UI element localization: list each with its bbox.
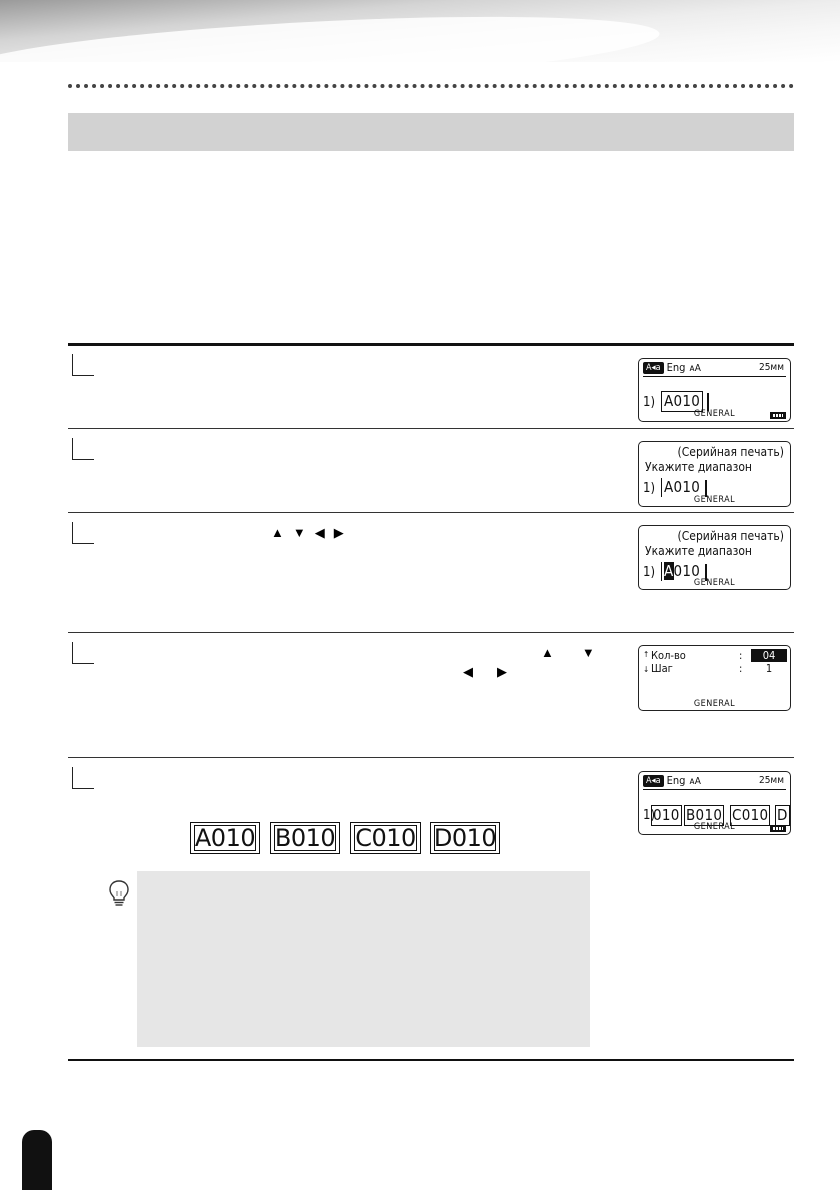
label-sample: A010 [190,822,260,854]
lcd-footer: GENERAL [693,495,736,505]
arrow-keys [271,526,353,540]
line-number-icon: 1) [643,565,656,580]
label-sample: C010 [350,822,421,854]
lcd-screen-step-5 [638,771,791,835]
step-3-marker [72,522,94,544]
lcd-status-bar [643,774,786,790]
right-arrow-icon: ▶ [333,525,344,540]
down-arrow-icon: ▼ [292,525,306,540]
page-header-band [0,0,840,62]
steps-top-rule [68,343,794,346]
setting-value: 04 [751,649,787,662]
label-field: A010 [661,478,702,497]
bottom-rule [68,1059,794,1061]
scroll-down-icon: ↓ [643,665,650,674]
label-cell: 010 [653,806,680,824]
setting-colon: : [739,649,743,662]
text-size-icon: ᴀA [689,363,701,374]
label-cell: B010 [686,806,723,824]
lcd-screen-step-3 [638,525,791,590]
lcd-prompt: Укажите диапазон [645,544,752,558]
dotted-divider [68,84,794,88]
step-divider [68,632,794,633]
input-mode-badge: A◂a [643,362,664,374]
tape-width: 25мм [758,775,784,786]
header-swoosh [0,4,661,62]
language-indicator: Eng [666,774,686,787]
lcd-mode-title: (Серийная печать) [677,529,784,543]
label-sample: B010 [270,822,340,854]
setting-colon: : [739,662,743,675]
setting-label: Кол-во [651,649,686,662]
lcd-footer: GENERAL [693,578,736,588]
right-arrow-icon: ▶ [497,664,507,679]
step-5-marker [72,767,94,789]
lcd-screen-step-2 [638,441,791,507]
lcd-footer: GENERAL [693,409,736,419]
selected-character: A [664,562,674,580]
step-divider [68,757,794,758]
language-indicator: Eng [666,361,686,374]
lcd-screen-step-1 [638,358,791,422]
line-number-icon: 1) [643,808,656,823]
up-arrow-icon: ▲ [541,645,554,660]
step-divider [68,428,794,429]
label-field: A010 [661,391,703,412]
lcd-screen-step-4 [638,645,791,711]
left-arrow-icon: ◀ [463,664,473,679]
tape-width: 25мм [758,362,784,373]
battery-icon [770,412,786,419]
text-size-icon: ᴀA [689,776,701,787]
page-number-tab [22,1130,52,1190]
lcd-mode-title: (Серийная печать) [677,445,784,459]
lightbulb-icon [108,879,130,909]
setting-value: 1 [765,662,773,675]
lcd-prompt: Укажите диапазон [645,460,752,474]
battery-icon [770,825,786,832]
section-title-bar [68,113,794,151]
line-number-icon: 1) [643,481,656,496]
label-cell: C010 [732,806,769,824]
lcd-status-bar [643,361,786,377]
label-sample: D010 [430,822,500,854]
step-2-marker [72,438,94,460]
arrow-keys-vertical [541,646,604,660]
line-number-icon: 1) [643,395,656,410]
up-arrow-icon: ▲ [271,525,284,540]
input-mode-badge: A◂a [643,775,664,787]
step-divider [68,512,794,513]
setting-label: Шаг [651,662,673,675]
down-arrow-icon: ▼ [581,645,595,660]
step-1-marker [72,354,94,376]
lcd-footer: GENERAL [693,699,736,709]
hint-box [137,871,590,1047]
step-4-marker [72,642,94,664]
lcd-footer: GENERAL [693,822,736,832]
arrow-keys-horizontal [463,665,516,679]
label-cell: D [777,806,788,824]
scroll-up-icon: ↑ [643,650,650,659]
left-arrow-icon: ◀ [314,525,325,540]
field-rest: 010 [673,562,701,580]
